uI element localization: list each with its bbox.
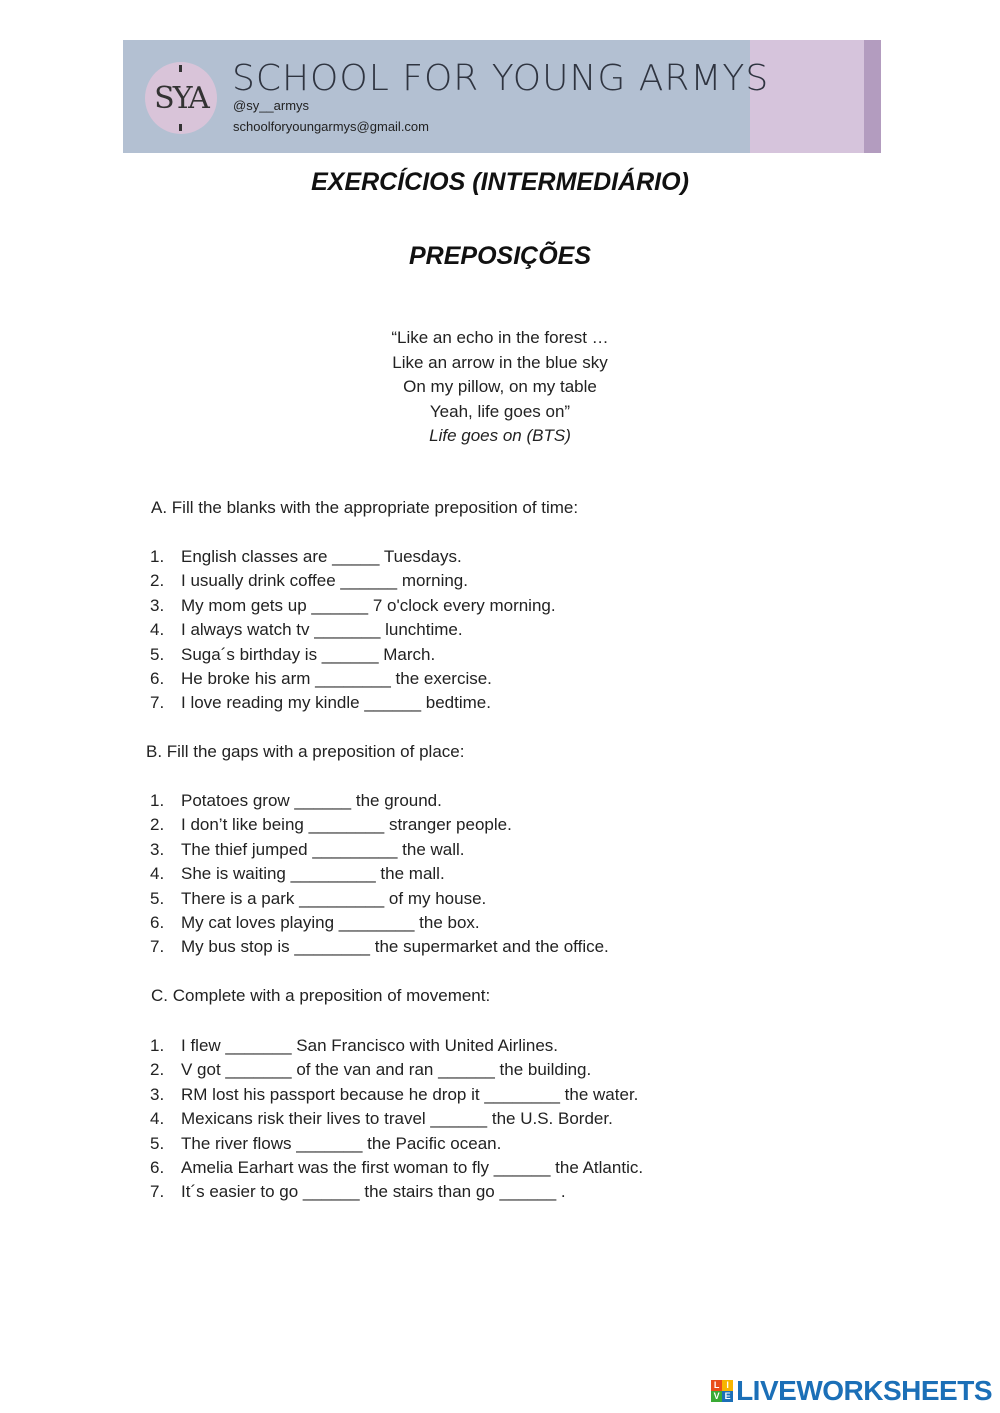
quote-line: Like an arrow in the blue sky (392, 352, 608, 372)
exercise-text: I usually drink coffee ______ morning. (181, 571, 468, 591)
exercise-text: English classes are _____ Tuesdays. (181, 547, 462, 566)
exercise-item: 2. I usually drink coffee ______ morning. (150, 569, 556, 593)
section-a-heading: A. Fill the blanks with the appropriate preposition of time: (151, 498, 579, 517)
exercise-text: The thief jumped _________ the wall. (181, 839, 465, 859)
icon-letter: E (722, 1391, 733, 1402)
brand-handle: @sy__armys (233, 98, 310, 113)
page-subtitle: PREPOSIÇÕES (409, 242, 591, 270)
page-title: EXERCÍCIOS (INTERMEDIÁRIO) (311, 168, 689, 196)
exercise-item: 3. My mom gets up ______ 7 o'clock every morning. (150, 594, 556, 618)
exercise-item: 7. I love reading my kindle ______ bedtime. (150, 691, 556, 715)
exercise-text: Mexicans risk their lives to travel ______ the U.S. Border. (181, 1109, 613, 1129)
liveworksheets-brand (711, 1375, 992, 1407)
exercise-item: 6. My cat loves playing ________ the box. (150, 911, 609, 935)
exercise-text: I don’t like being ________ stranger people. (181, 815, 512, 835)
exercise-text: I love reading my kindle ______ bedtime. (181, 693, 491, 713)
exercise-item: 5. There is a park _________ of my house. (150, 887, 609, 911)
exercise-item: 6. He broke his arm ________ the exercise. (150, 667, 556, 691)
exercise-item: 5. The river flows _______ the Pacific ocean. (150, 1132, 643, 1156)
quote-line: Yeah, life goes on” (429, 401, 571, 421)
liveworksheets-text: LIVEWORKSHEETS (736, 1375, 992, 1406)
school-logo (145, 62, 217, 134)
quote-line: “Like an echo in the forest … (391, 328, 609, 347)
exercise-text: My cat loves playing ________ the box. (181, 912, 480, 932)
quote-block (0, 326, 1000, 449)
brand-email: schoolforyoungarmys@gmail.com (233, 119, 429, 134)
exercise-item: 1. Potatoes grow ______ the ground. (150, 789, 609, 813)
section-c-heading: C. Complete with a preposition of movement: (151, 986, 491, 1005)
liveworksheets-icon (711, 1380, 733, 1402)
exercise-text: I always watch tv _______ lunchtime. (181, 620, 463, 640)
exercise-item: 4. Mexicans risk their lives to travel ______ the U.S. Border. (150, 1107, 643, 1131)
exercise-item: 3. The thief jumped _________ the wall. (150, 838, 609, 862)
exercise-text: There is a park _________ of my house. (181, 888, 487, 908)
section-a-list (150, 545, 556, 716)
exercise-text: V got _______ of the van and ran ______ the building. (181, 1060, 592, 1080)
exercise-item: 2. I don’t like being ________ stranger people. (150, 813, 609, 837)
exercise-text: The river flows _______ the Pacific ocean. (181, 1133, 502, 1153)
exercise-item: 7. It´s easier to go ______ the stairs than go ______ . (150, 1180, 643, 1204)
exercise-item: 3. RM lost his passport because he drop it ________ the water. (150, 1083, 643, 1107)
section-b-heading: B. Fill the gaps with a preposition of place: (146, 742, 465, 761)
exercise-item: 5. Suga´s birthday is ______ March. (150, 643, 556, 667)
exercise-text: I flew _______ San Francisco with United Airlines. (181, 1036, 559, 1055)
exercise-text: He broke his arm ________ the exercise. (181, 668, 492, 688)
banner-accent (750, 40, 881, 153)
brand-name: SCHOOL FOR YOUNG ARMYS (232, 58, 770, 99)
logo-tick-bottom (179, 124, 182, 131)
exercise-item: 6. Amelia Earhart was the first woman to fly ______ the Atlantic. (150, 1156, 643, 1180)
section-b-list (150, 789, 609, 960)
exercise-text: It´s easier to go ______ the stairs than go ______ . (181, 1182, 566, 1202)
exercise-text: Potatoes grow ______ the ground. (181, 791, 442, 810)
exercise-item: 4. I always watch tv _______ lunchtime. (150, 618, 556, 642)
exercise-item: 4. She is waiting _________ the mall. (150, 862, 609, 886)
header-banner (123, 40, 881, 153)
exercise-text: My mom gets up ______ 7 o'clock every morning. (181, 595, 556, 615)
quote-source: Life goes on (BTS) (429, 426, 571, 445)
logo-tick-top (179, 65, 182, 72)
exercise-item: 1. I flew _______ San Francisco with United Airlines. (150, 1034, 643, 1058)
exercise-text: Suga´s birthday is ______ March. (181, 644, 436, 664)
icon-letter: L (711, 1380, 722, 1391)
exercise-text: She is waiting _________ the mall. (181, 864, 445, 884)
exercise-item: 7. My bus stop is ________ the supermarket and the office. (150, 935, 609, 959)
exercise-item: 1. English classes are _____ Tuesdays. (150, 545, 556, 569)
icon-letter: V (711, 1391, 722, 1402)
logo-text: SYA (154, 80, 208, 116)
icon-letter: I (722, 1380, 733, 1391)
exercise-item: 2. V got _______ of the van and ran ______ the building. (150, 1058, 643, 1082)
banner-accent-edge (864, 40, 881, 153)
quote-line: On my pillow, on my table (403, 377, 597, 396)
section-c-list (150, 1034, 643, 1205)
exercise-text: My bus stop is ________ the supermarket and the office. (181, 937, 609, 957)
exercise-text: RM lost his passport because he drop it ________ the water. (181, 1084, 639, 1104)
exercise-text: Amelia Earhart was the first woman to fly ______ the Atlantic. (181, 1157, 644, 1177)
